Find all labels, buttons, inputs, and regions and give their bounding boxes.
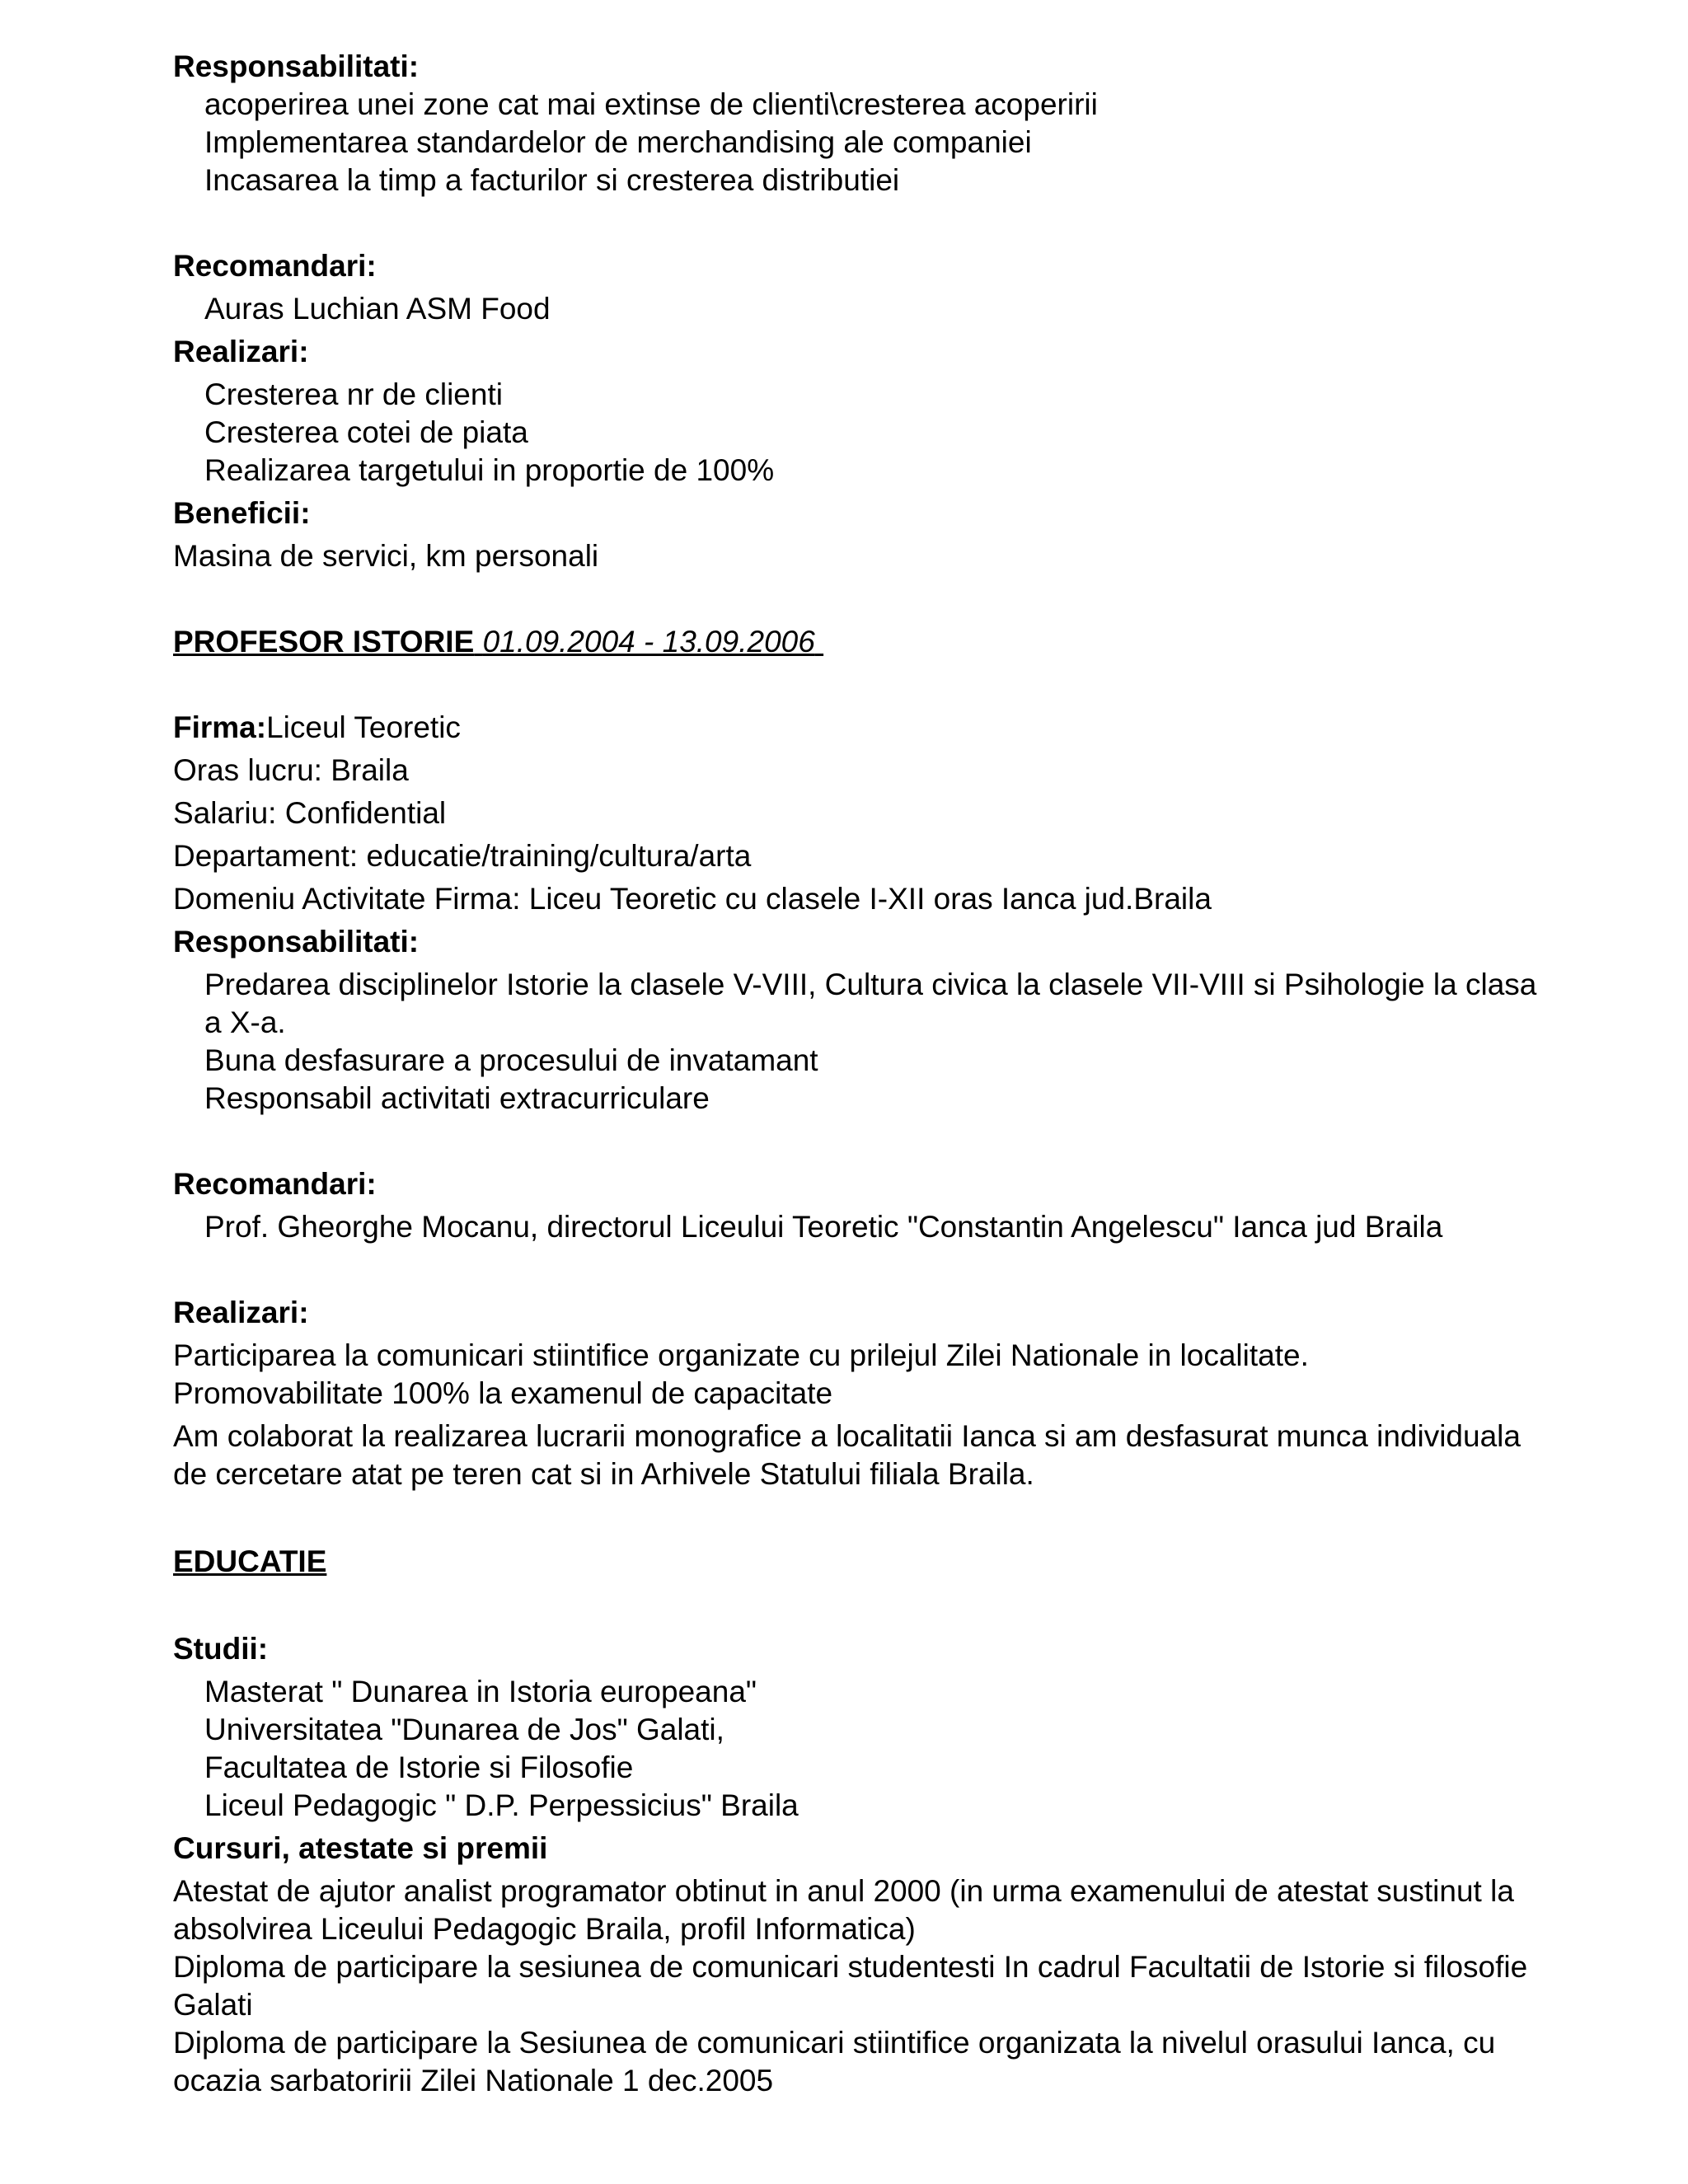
list-item: Am colaborat la realizarea lucrarii monografice a localitatii Ianca si am desfasurat munca individuala de cercetare atat pe teren cat si in Arhivele Statului filiala Braila. bbox=[173, 1419, 1521, 1491]
list-item: Cresterea nr de clienti bbox=[204, 377, 503, 411]
benefits-text: Masina de servici, km personali bbox=[173, 539, 599, 573]
list-item: Promovabilitate 100% la examenul de capacitate bbox=[173, 1376, 833, 1410]
list-item: Masterat " Dunarea in Istoria europeana" bbox=[204, 1675, 757, 1708]
list-item: Diploma de participare la sesiunea de comunicari studentesti In cadrul Facultatii de Istorie si filosofie Galati bbox=[173, 1950, 1528, 2022]
list-item: Diploma de participare la Sesiunea de comunicari stiintifice organizata la nivelul orasului Ianca, cu ocazia sarbatoririi Zilei Nationale 1 dec.2005 bbox=[173, 2026, 1496, 2097]
list-item: Atestat de ajutor analist programator obtinut in anul 2000 (in urma examenului de atestat sustinut la absolvirea Liceului Pedagogic Braila, profil Informatica) bbox=[173, 1874, 1514, 1946]
studies-heading: Studii: bbox=[173, 1632, 269, 1666]
list-item: Buna desfasurare a procesului de invatamant bbox=[204, 1043, 818, 1077]
company-line bbox=[173, 709, 1558, 747]
list-item: Auras Luchian ASM Food bbox=[204, 292, 551, 326]
list-item: Responsabil activitati extracurriculare bbox=[204, 1081, 710, 1115]
city-line: Oras lucru: Braila bbox=[173, 753, 409, 787]
responsibilities-heading: Responsabilitati: bbox=[173, 49, 420, 83]
list-item: Facultatea de Istorie si Filosofie bbox=[204, 1750, 634, 1784]
salary-line: Salariu: Confidential bbox=[173, 796, 447, 830]
list-item: Cresterea cotei de piata bbox=[204, 415, 528, 449]
cv-page bbox=[173, 48, 1558, 2100]
list-item: Incasarea la timp a facturilor si cresterea distributiei bbox=[204, 163, 900, 197]
list-item: Universitatea "Dunarea de Jos" Galati, bbox=[204, 1713, 724, 1746]
achievements-heading: Realizari: bbox=[173, 1296, 309, 1329]
company-value: Liceul Teoretic bbox=[266, 710, 461, 744]
recommendations-heading: Recomandari: bbox=[173, 249, 377, 283]
domain-line: Domeniu Activitate Firma: Liceu Teoretic cu clasele I-XII oras Ianca jud.Braila bbox=[173, 882, 1212, 916]
list-item: Realizarea targetului in proportie de 100% bbox=[204, 453, 775, 487]
achievements-heading: Realizari: bbox=[173, 335, 309, 368]
company-label: Firma: bbox=[173, 710, 267, 744]
list-item: Participarea la comunicari stiintifice organizate cu prilejul Zilei Nationale in localitate. bbox=[173, 1338, 1309, 1372]
list-item: Prof. Gheorghe Mocanu, directorul Liceului Teoretic "Constantin Angelescu" Ianca jud Braila bbox=[204, 1210, 1443, 1244]
courses-heading: Cursuri, atestate si premii bbox=[173, 1831, 548, 1865]
list-item: Predarea disciplinelor Istorie la clasele V-VIII, Cultura civica la clasele VII-VIII si Psihologie la clasa a X-a. bbox=[204, 968, 1537, 1039]
job-dates: 01.09.2004 - 13.09.2006 bbox=[482, 625, 815, 658]
benefits-heading: Beneficii: bbox=[173, 496, 311, 530]
job-title bbox=[173, 623, 1558, 661]
list-item: acoperirea unei zone cat mai extinse de clienti\cresterea acoperirii bbox=[204, 87, 1098, 121]
responsibilities-heading: Responsabilitati: bbox=[173, 925, 420, 958]
list-item: Implementarea standardelor de merchandising ale companiei bbox=[204, 125, 1032, 159]
education-title: EDUCATIE bbox=[173, 1544, 327, 1578]
list-item: Liceul Pedagogic " D.P. Perpessicius" Braila bbox=[204, 1788, 799, 1822]
department-line: Departament: educatie/training/cultura/arta bbox=[173, 839, 752, 873]
recommendations-heading: Recomandari: bbox=[173, 1167, 377, 1201]
job-title-text: PROFESOR ISTORIE bbox=[173, 625, 475, 658]
